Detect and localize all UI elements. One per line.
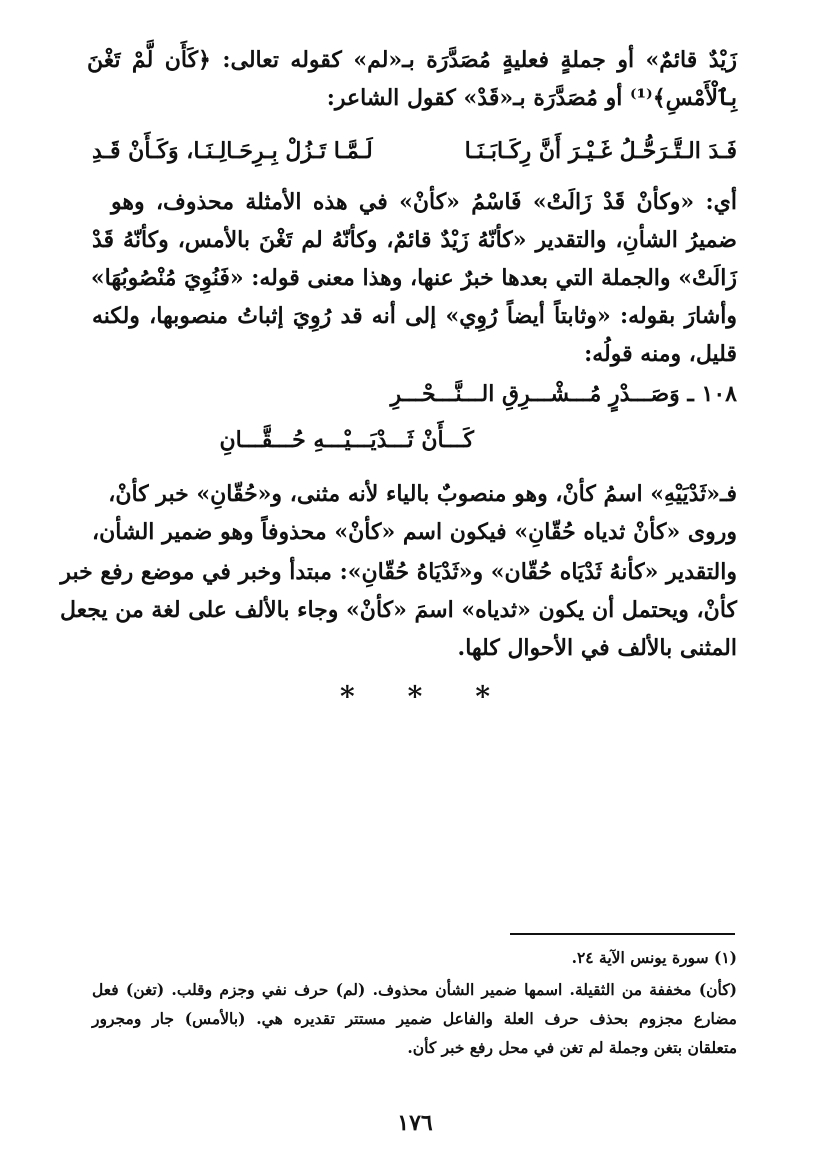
paragraph-2-line-3: زَالَتْ» والجملة التي بعدها خبرٌ عنها، وهذا معنى قوله: «فَنُوِيَ مُنْصُوبُهَا» [90, 265, 737, 291]
verse-left-hemistich: لَـمَّـا تَـزُلْ بِـرِحَـالِـنَـا، وَكَـأَنْ قَـدِ [92, 138, 373, 164]
example-108-first-line: ١٠٨ ـ وَصَـــدْرٍ مُـــشْـــرِقِ الـــنَّـــحْـــرِ [390, 381, 737, 407]
paragraph-3-line-5: المثنى بالألف في الأحوال كلها. [457, 635, 737, 661]
body-line-1: زَيْدٌ قائمٌ» أو جملةٍ فعليةٍ مُصَدَّرَة بـ«لم» كقوله تعالى: ﴿كَأَن لَّمْ تَغْنَ [87, 47, 737, 73]
verse-right-hemistich: فَـدَ الـتَّـرَحُّـلُ غَـيْـرَ أَنَّ رِكَـابَـنَـا [464, 138, 737, 164]
paragraph-3-line-4: كأنْ، ويحتمل أن يكون «ثدياه» اسمَ «كأنْ» وجاء بالألف على لغة من يجعل [59, 597, 737, 623]
paragraph-3-line-2: وروى «كأنْ ثدياه حُقّانِ» فيكون اسم «كأنْ» محذوفاً وهو ضمير الشأن، [92, 519, 737, 545]
paragraph-2-line-2: ضميرُ الشأنِ، والتقدير «كأنّهُ زَيْدٌ قائمٌ، وكأنّهُ لم تَغْنَ بالأمس، وكأنّهُ قَدْ [92, 227, 737, 253]
paragraph-3-line-1: فـ«ثَدْيَيْهِ» اسمُ كأنْ، وهو منصوبٌ بالياء لأنه مثنى، و«حُقّانِ» خبر كأنْ، [108, 481, 737, 507]
paragraph-2-line-5: قليل، ومنه قولُه: [584, 341, 737, 367]
footnote-2-line-2: مضارع مجزوم بحذف حرف العلة والفاعل ضمير مستتر تقديره هي. (بالأمس) جار ومجرور [92, 1009, 737, 1028]
footnote-1: (١) سورة يونس الآية ٢٤. [571, 948, 737, 967]
body-line-2: بِٱلْأَمْسِ﴾⁽¹⁾ أو مُصَدَّرَة بـ«قَدْ» كقول الشاعر: [326, 85, 737, 111]
separator-star: * [407, 680, 423, 713]
section-separator [340, 680, 490, 713]
footnote-rule [510, 933, 735, 935]
paragraph-2-line-1: أي: «وكأنْ قَدْ زَالَتْ» فَاسْمُ «كأنْ» في هذه الأمثلة محذوف، وهو [111, 189, 737, 215]
paragraph-2-line-4: وأشارَ بقوله: «وثابتاً أيضاً رُوِي» إلى أنه قد رُوِيَ إثباتُ منصوبها، ولكنه [92, 303, 737, 329]
footnote-2-line-1: (كأن) مخففة من الثقيلة. اسمها ضمير الشأن محذوف. (لم) حرف نفي وجزم وقلب. (تغن) فعل [92, 980, 737, 999]
footnote-2-line-3: متعلقان بتغن وجملة لم تغن في محل رفع خبر كأن. [407, 1038, 737, 1057]
separator-star: * [475, 680, 490, 713]
page-number: ١٧٦ [397, 1110, 433, 1136]
separator-star: * [340, 680, 355, 713]
example-108-second-line: كَـــأَنْ ثَـــدْيَـــيْـــهِ حُـــقَّـــانِ [219, 427, 474, 453]
paragraph-3-line-3: والتقدير «كأنهُ ثَدْيَاه حُقّان» و«ثَدْيَاهُ حُقّانِ»: مبتدأ وخبر في موضع رفع خبر [60, 559, 737, 585]
